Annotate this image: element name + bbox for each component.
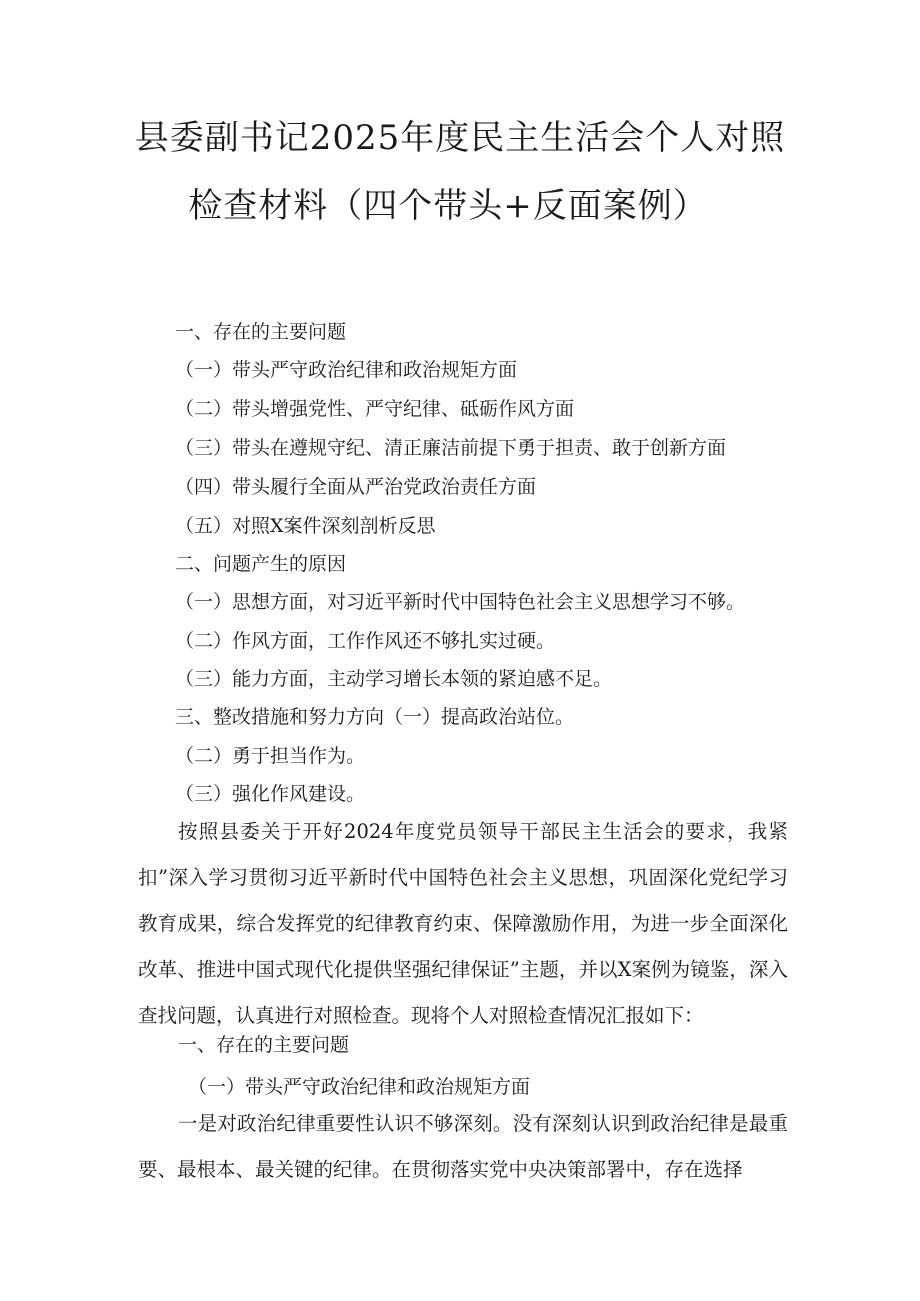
body-subheading-1: （一）带头严守政治纪律和政治规矩方面 <box>188 1076 531 1098</box>
body-heading-1: 一、存在的主要问题 <box>178 1034 350 1056</box>
document-title-line-2: 检查材料（四个带头+反面案例） <box>188 186 708 226</box>
outline-item: （三）带头在遵规守纪、清正廉洁前提下勇于担责、敢于创新方面 <box>175 437 727 459</box>
intro-paragraph: 按照县委关于开好2024年度党员领导干部民主生活会的要求，我紧扣”深入学习贯彻习近平新时代中国特色社会主义思想，巩固深化党纪学习教育成果，综合发挥党的纪律教育约束、保障激励作用，为进一步全面深化改革、推进中国式现代化提供坚强纪律保证”主题，并以X案例为镜鉴，深入查找问题，认真进行对照检查。现将个人对照检查情况汇报如下： <box>138 820 788 1027</box>
outline-item: （二）勇于担当作为。 <box>175 745 366 767</box>
outline-heading-1: 一、存在的主要问题 <box>175 321 347 343</box>
outline-heading-3: 三、整改措施和努力方向（一）提高政治站位。 <box>175 706 575 728</box>
outline-item: （二）带头增强党性、严守纪律、砥砺作风方面 <box>175 398 575 420</box>
outline-item: （三）能力方面，主动学习增长本领的紧迫感不足。 <box>175 668 613 690</box>
outline-item: （一）思想方面，对习近平新时代中国特色社会主义思想学习不够。 <box>175 591 746 613</box>
outline-item: （二）作风方面，工作作风还不够扎实过硬。 <box>175 630 556 652</box>
outline-item: （五）对照X案件深刻剖析反思 <box>175 515 436 537</box>
outline-heading-2: 二、问题产生的原因 <box>175 553 347 575</box>
outline-item: （四）带头履行全面从严治党政治责任方面 <box>175 476 537 498</box>
body-paragraph-1: 一是对政治纪律重要性认识不够深刻。没有深刻认识到政治纪律是最重要、最根本、最关键的纪律。在贯彻落实党中央决策部署中，存在选择 <box>138 1112 788 1181</box>
outline-item: （一）带头严守政治纪律和政治规矩方面 <box>175 359 518 381</box>
document-title-line-1: 县委副书记2025年度民主生活会个人对照 <box>134 118 786 158</box>
outline-item: （三）强化作风建设。 <box>175 783 366 805</box>
